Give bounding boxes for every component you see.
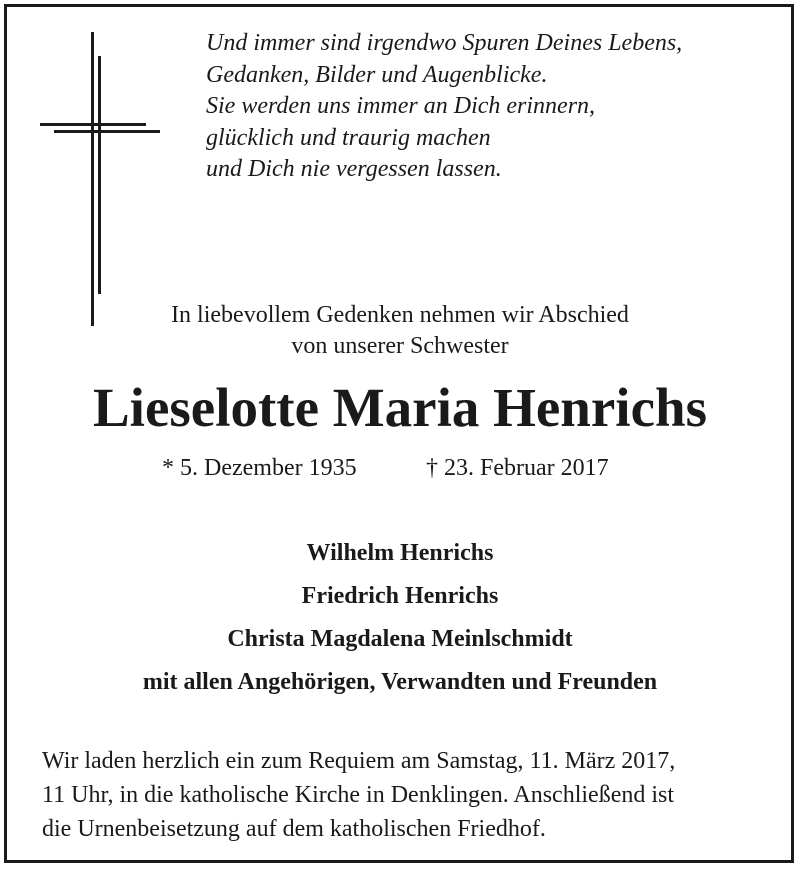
poem-line: glücklich und traurig machen bbox=[206, 124, 491, 151]
intro-line: von unserer Schwester bbox=[291, 333, 509, 359]
mourner-name: Friedrich Henrichs bbox=[301, 583, 499, 609]
poem-line: und Dich nie vergessen lassen. bbox=[206, 156, 502, 182]
poem-line: Gedanken, Bilder und Augenblicke. bbox=[206, 61, 548, 88]
invitation-line: Wir laden herzlich ein zum Requiem am Samstag, 11. März 2017, bbox=[42, 748, 676, 774]
poem-line: Und immer sind irgendwo Spuren Deines Lebens, bbox=[206, 30, 683, 56]
invitation-text bbox=[42, 744, 772, 846]
invitation-line: 11 Uhr, in die katholische Kirche in Denklingen. Anschließend ist bbox=[42, 782, 675, 808]
death-date: † 23. Februar 2017 bbox=[426, 455, 609, 481]
deceased-name: Lieselotte Maria Henrichs bbox=[93, 377, 707, 438]
poem-line: Sie werden uns immer an Dich erinnern, bbox=[206, 93, 596, 119]
mourners-list bbox=[0, 537, 800, 709]
invitation-line: die Urnenbeisetzung auf dem katholischen Friedhof. bbox=[42, 816, 546, 842]
mourner-name: Wilhelm Henrichs bbox=[306, 540, 494, 566]
birth-date: * 5. Dezember 1935 bbox=[162, 455, 357, 481]
intro-line: In liebevollem Gedenken nehmen wir Abschied bbox=[171, 302, 629, 328]
poem bbox=[206, 28, 786, 186]
mourner-name: Christa Magdalena Meinlschmidt bbox=[227, 626, 573, 652]
cross-icon bbox=[40, 32, 162, 326]
mourner-name: mit allen Angehörigen, Verwandten und Freunden bbox=[142, 669, 658, 695]
